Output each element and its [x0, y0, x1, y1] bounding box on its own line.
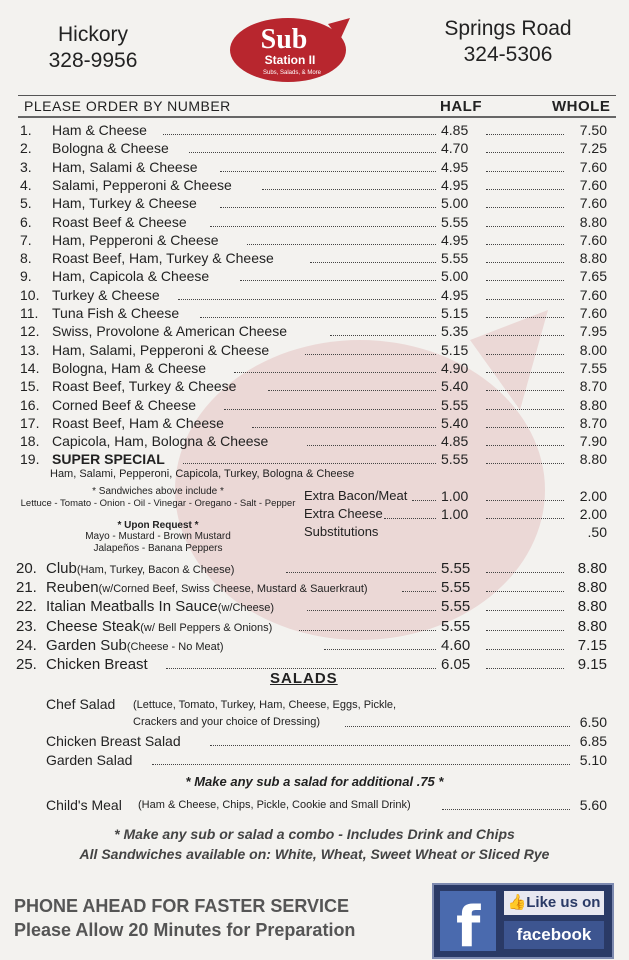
salads-title: SALADS — [270, 670, 338, 687]
whole-price: 7.60 — [579, 305, 607, 321]
springs-road-name: Springs Road — [444, 17, 572, 40]
leader-dots — [486, 506, 564, 519]
special-title: Club — [46, 560, 77, 577]
special-row — [0, 618, 629, 636]
childs-meal-name: Child's Meal — [46, 797, 122, 813]
logo-line2: Station II — [264, 53, 316, 67]
sub-number: 8. — [20, 250, 32, 267]
sub-row — [0, 360, 629, 378]
whole-price: 7.60 — [579, 176, 607, 193]
chicken-salad-price: 6.85 — [579, 733, 607, 749]
special-number: 25. — [16, 656, 37, 673]
leader-dots — [486, 656, 564, 669]
special-row — [0, 579, 629, 597]
leader-dots — [486, 214, 564, 227]
childs-meal-row — [0, 797, 629, 815]
includes-items: Lettuce - Tomato - Onion - Oil - Vinegar - Oregano - Salt - Pepper — [20, 498, 296, 509]
order-by-number-label: PLEASE ORDER BY NUMBER — [24, 98, 231, 114]
phone-ahead-text: PHONE AHEAD FOR FASTER SERVICE — [14, 896, 350, 916]
like-us-on-text: Like us on — [526, 894, 601, 911]
sub-row — [0, 195, 629, 213]
special-row — [0, 560, 629, 578]
half-price: 5.35 — [441, 323, 469, 340]
special-name — [46, 637, 223, 654]
sub-row — [0, 342, 629, 360]
sub-name: Tuna Fish & Cheese — [52, 305, 180, 321]
leader-dots — [486, 618, 564, 631]
leader-dots — [486, 488, 564, 501]
sub-name: Swiss, Provolone & American Cheese — [52, 323, 287, 340]
leader-dots — [299, 618, 436, 631]
leader-dots — [486, 323, 564, 336]
sub-row — [0, 177, 629, 195]
special-title: Cheese Steak — [46, 617, 141, 635]
extra-half-price: 1.00 — [441, 488, 469, 504]
special-row — [0, 637, 629, 655]
whole-price: 8.80 — [579, 396, 607, 413]
sub-row — [0, 378, 629, 396]
sub-number: 2. — [20, 140, 32, 157]
sub-number: 11. — [20, 305, 39, 321]
salad-upgrade-note: * Make any sub a salad for additional .75 * — [185, 774, 444, 789]
sub-row — [0, 433, 629, 451]
special-row — [0, 598, 629, 616]
half-price: 5.55 — [441, 396, 469, 413]
special-whole-price: 8.80 — [577, 598, 607, 616]
sub-name: Ham, Pepperoni & Cheese — [52, 231, 219, 248]
leader-dots — [305, 342, 436, 355]
leader-dots — [442, 797, 570, 810]
sub-row — [0, 159, 629, 177]
sub-name: Salami, Pepperoni & Cheese — [52, 176, 232, 193]
half-price: 4.95 — [441, 286, 469, 303]
leader-dots — [345, 714, 570, 727]
chef-salad-name: Chef Salad — [46, 696, 116, 712]
extra-name: Extra Bacon/Meat — [304, 488, 408, 503]
sub-number: 14. — [20, 359, 40, 376]
sub-name: Ham, Salami, Pepperoni & Cheese — [52, 341, 270, 358]
whole-price: 8.70 — [579, 378, 607, 395]
leader-dots — [486, 177, 564, 190]
facebook-icon: f — [440, 891, 496, 951]
sub-row — [0, 268, 629, 286]
column-header-rule — [18, 116, 616, 118]
extra-row — [0, 488, 629, 506]
chicken-salad-name: Chicken Breast Salad — [46, 733, 181, 749]
extra-row — [0, 524, 629, 542]
sub-name: Ham, Capicola & Cheese — [52, 268, 210, 285]
special-title: Reuben — [46, 579, 99, 597]
sub-number: 17. — [20, 414, 40, 431]
header-rule — [18, 95, 616, 96]
leader-dots — [286, 560, 436, 573]
half-column-header: HALF — [440, 98, 482, 115]
whole-price: 8.00 — [579, 341, 607, 358]
leader-dots — [486, 342, 564, 355]
combo-note: * Make any sub or salad a combo - Includes Drink and Chips — [114, 826, 515, 842]
special-half-price: 5.55 — [441, 579, 471, 597]
sub-number: 13. — [20, 341, 40, 358]
half-price: 5.15 — [441, 341, 469, 358]
whole-price: 7.95 — [579, 323, 607, 340]
leader-dots — [220, 159, 436, 172]
super-special-description: Ham, Salami, Pepperoni, Capicola, Turkey, Bologna & Cheese — [50, 468, 355, 480]
leader-dots — [210, 214, 436, 227]
leader-dots — [486, 451, 564, 464]
leader-dots — [412, 488, 436, 501]
leader-dots — [224, 397, 436, 410]
includes-title: * Sandwiches above include * — [92, 486, 224, 497]
leader-dots — [200, 305, 436, 318]
leader-dots — [486, 122, 564, 135]
sub-name: Roast Beef, Ham, Turkey & Cheese — [52, 250, 274, 267]
special-name — [46, 598, 274, 615]
sub-row — [0, 397, 629, 415]
whole-price: 7.65 — [579, 268, 607, 285]
extra-whole-price: .50 — [587, 524, 607, 540]
leader-dots — [210, 733, 570, 746]
sub-row — [0, 415, 629, 433]
sub-number: 16. — [20, 396, 40, 413]
facebook-label: facebook — [504, 921, 604, 949]
sub-number: 6. — [20, 213, 32, 230]
leader-dots — [486, 415, 564, 428]
whole-price: 8.80 — [579, 213, 607, 230]
special-number: 24. — [16, 636, 37, 654]
half-price: 4.95 — [441, 176, 469, 193]
sub-name: SUPER SPECIAL — [52, 451, 165, 468]
special-title: Chicken Breast — [46, 656, 148, 673]
leader-dots — [247, 232, 436, 245]
logo-tagline: Subs, Salads, & More — [262, 70, 322, 76]
leader-dots — [486, 433, 564, 446]
sub-row — [0, 250, 629, 268]
upon-request-line1: Mayo - Mustard - Brown Mustard — [85, 531, 231, 542]
whole-price: 7.60 — [579, 286, 607, 303]
special-desc: (w/ Bell Peppers & Onions) — [140, 621, 273, 634]
chef-salad-row2 — [0, 714, 629, 732]
special-desc: (Ham, Turkey, Bacon & Cheese) — [76, 564, 235, 576]
hickory-name: Hickory — [57, 23, 128, 46]
half-price: 5.00 — [441, 268, 469, 285]
half-price: 5.55 — [441, 451, 469, 468]
leader-dots — [183, 451, 436, 464]
sub-row — [0, 122, 629, 140]
extra-whole-price: 2.00 — [579, 506, 607, 522]
leader-dots — [220, 195, 436, 208]
chef-salad-desc1: (Lettuce, Tomato, Turkey, Ham, Cheese, Eggs, Pickle, — [133, 699, 397, 711]
springs-road-phone: 324-5306 — [463, 43, 553, 66]
leader-dots — [486, 579, 564, 592]
special-half-price: 5.55 — [441, 560, 471, 577]
half-price: 4.95 — [441, 231, 469, 248]
leader-dots — [268, 378, 436, 391]
extra-name: Extra Cheese — [304, 506, 383, 521]
garden-salad-row — [0, 752, 629, 770]
whole-price: 7.50 — [579, 122, 607, 138]
upon-request-title: * Upon Request * — [117, 520, 199, 531]
garden-salad-name: Garden Salad — [46, 752, 133, 768]
leader-dots — [234, 360, 436, 373]
special-half-price: 5.55 — [441, 598, 471, 616]
special-title: Italian Meatballs In Sauce — [46, 598, 218, 616]
sub-number: 10. — [20, 286, 40, 303]
sub-name: Ham, Salami & Cheese — [52, 158, 198, 175]
leader-dots — [486, 560, 564, 573]
leader-dots — [486, 305, 564, 318]
whole-price: 8.80 — [579, 250, 607, 267]
special-number: 23. — [16, 617, 37, 635]
springs-road-location — [418, 16, 598, 68]
sub-name: Capicola, Ham, Bologna & Cheese — [52, 433, 269, 450]
special-name — [46, 560, 234, 577]
sub-name: Turkey & Cheese — [52, 286, 160, 303]
extra-half-price: 1.00 — [441, 506, 469, 522]
leader-dots — [486, 287, 564, 300]
special-name — [46, 579, 368, 596]
leader-dots — [307, 433, 436, 446]
leader-dots — [486, 232, 564, 245]
leader-dots — [152, 752, 570, 765]
special-whole-price: 9.15 — [577, 656, 607, 673]
whole-price: 8.80 — [579, 451, 607, 468]
half-price: 5.55 — [441, 250, 469, 267]
sub-name: Roast Beef & Cheese — [52, 213, 187, 230]
sub-row — [0, 305, 629, 323]
special-desc: (Cheese - No Meat) — [126, 640, 224, 653]
leader-dots — [163, 122, 436, 135]
leader-dots — [486, 360, 564, 373]
chef-salad-price: 6.50 — [579, 714, 607, 730]
sub-number: 12. — [20, 323, 40, 340]
extra-row — [0, 506, 629, 524]
whole-price: 7.25 — [579, 140, 607, 157]
sub-number: 9. — [20, 268, 32, 285]
sub-number: 4. — [20, 176, 32, 193]
leader-dots — [402, 579, 436, 592]
leader-dots — [310, 250, 436, 263]
half-price: 5.40 — [441, 378, 469, 395]
whole-price: 8.70 — [579, 414, 607, 431]
half-price: 5.55 — [441, 213, 469, 230]
whole-price: 7.60 — [579, 195, 607, 212]
leader-dots — [486, 637, 564, 650]
facebook-badge[interactable] — [432, 883, 614, 959]
sub-row — [0, 287, 629, 305]
special-whole-price: 8.80 — [577, 579, 607, 597]
sub-name: Ham & Cheese — [52, 122, 147, 138]
leader-dots — [486, 378, 564, 391]
sub-name: Bologna & Cheese — [52, 140, 169, 157]
leader-dots — [486, 250, 564, 263]
special-whole-price: 8.80 — [577, 560, 607, 577]
special-number: 21. — [16, 579, 37, 597]
special-name — [46, 656, 148, 673]
chicken-salad-row — [0, 733, 629, 751]
sub-number: 5. — [20, 195, 32, 212]
hickory-location — [28, 22, 158, 74]
leader-dots — [486, 195, 564, 208]
whole-price: 7.60 — [579, 158, 607, 175]
half-price: 5.15 — [441, 305, 469, 321]
sub-row — [0, 140, 629, 158]
sub-row — [0, 232, 629, 250]
logo-line1: Sub — [260, 24, 308, 55]
sub-row — [0, 451, 629, 469]
sub-number: 15. — [20, 378, 40, 395]
childs-meal-price: 5.60 — [579, 797, 607, 813]
like-us-on-label — [504, 891, 604, 915]
whole-price: 7.55 — [579, 359, 607, 376]
chef-salad-desc2: Crackers and your choice of Dressing) — [133, 716, 321, 728]
special-title: Garden Sub — [46, 636, 127, 654]
leader-dots — [252, 415, 436, 428]
sub-name: Ham, Turkey & Cheese — [52, 195, 197, 212]
leader-dots — [384, 506, 436, 519]
special-name — [46, 618, 272, 635]
sub-number: 3. — [20, 158, 32, 175]
leader-dots — [307, 598, 436, 611]
sub-row — [0, 214, 629, 232]
half-price: 4.70 — [441, 140, 469, 157]
leader-dots — [324, 637, 436, 650]
half-price: 4.95 — [441, 158, 469, 175]
half-price: 5.40 — [441, 414, 469, 431]
special-number: 20. — [16, 560, 37, 577]
special-half-price: 6.05 — [441, 656, 471, 673]
special-half-price: 4.60 — [441, 636, 471, 654]
leader-dots — [486, 268, 564, 281]
sub-row — [0, 323, 629, 341]
half-price: 4.90 — [441, 359, 469, 376]
whole-column-header: WHOLE — [552, 98, 611, 115]
special-half-price: 5.55 — [441, 617, 471, 635]
half-price: 4.85 — [441, 433, 469, 450]
leader-dots — [166, 656, 436, 669]
leader-dots — [486, 397, 564, 410]
sub-number: 19. — [20, 451, 40, 468]
extra-name: Substitutions — [304, 524, 379, 539]
special-number: 22. — [16, 598, 37, 616]
whole-price: 7.90 — [579, 433, 607, 450]
sub-name: Corned Beef & Cheese — [52, 396, 196, 413]
whole-price: 7.60 — [579, 231, 607, 248]
thumbs-up-icon: 👍 — [507, 894, 527, 911]
upon-request-line2: Jalapeños - Banana Peppers — [93, 543, 223, 554]
sub-name: Bologna, Ham & Cheese — [52, 359, 207, 376]
sub-name: Roast Beef, Turkey & Cheese — [52, 378, 237, 395]
half-price: 4.85 — [441, 122, 469, 138]
childs-meal-desc: (Ham & Cheese, Chips, Pickle, Cookie and Small Drink) — [138, 799, 411, 811]
allow-time-text: Please Allow 20 Minutes for Preparation — [14, 920, 356, 940]
sub-name: Roast Beef, Ham & Cheese — [52, 414, 224, 431]
leader-dots — [189, 140, 436, 153]
special-desc: (w/Cheese) — [217, 602, 275, 615]
leader-dots — [486, 598, 564, 611]
special-whole-price: 7.15 — [577, 636, 607, 654]
extra-whole-price: 2.00 — [579, 488, 607, 504]
sub-number: 7. — [20, 231, 32, 248]
sub-number: 18. — [20, 433, 40, 450]
leader-dots — [240, 268, 436, 281]
leader-dots — [178, 287, 436, 300]
garden-salad-price: 5.10 — [579, 752, 607, 768]
leader-dots — [486, 140, 564, 153]
special-whole-price: 8.80 — [577, 617, 607, 635]
bread-note: All Sandwiches available on: White, Wheat, Sweet Wheat or Sliced Rye — [79, 846, 550, 862]
leader-dots — [486, 159, 564, 172]
chef-salad-row — [0, 696, 629, 714]
leader-dots — [262, 177, 436, 190]
special-desc: (w/Corned Beef, Swiss Cheese, Mustard & Sauerkraut) — [98, 583, 368, 596]
sub-number: 1. — [20, 122, 32, 138]
half-price: 5.00 — [441, 195, 469, 212]
hickory-phone: 328-9956 — [48, 49, 138, 72]
sub-station-logo — [228, 14, 352, 84]
leader-dots — [330, 323, 436, 336]
